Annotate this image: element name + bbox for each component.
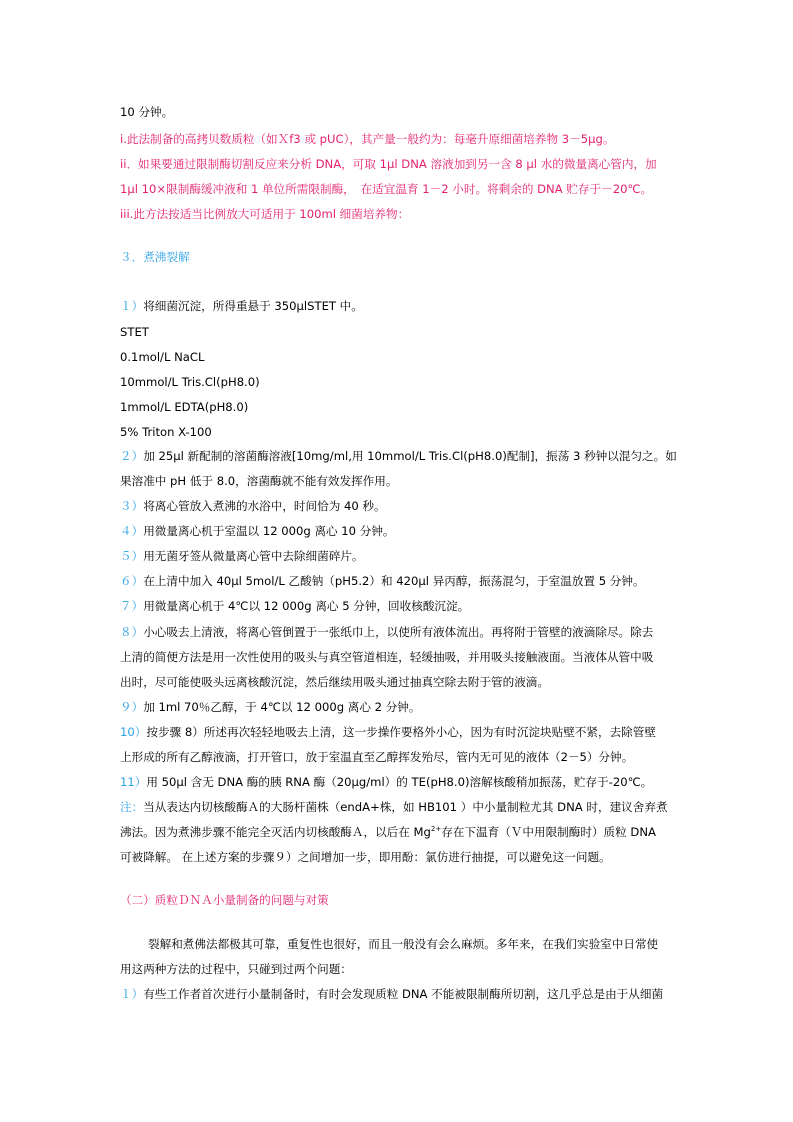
- step-6: [120, 573, 645, 589]
- step-7: [120, 598, 469, 614]
- step-text: 用微量离心机于 4℃以 12 000g 离心 5 分钟，回收核酸沉淀。: [143, 599, 470, 613]
- note-text: 当从表达内切核酸酶Ａ的大肠杆菌株（endA+株，如 HB101 ）中小量制粒尤其 DNA 时，建议舍弃煮: [143, 800, 668, 814]
- step-number: ７）: [120, 599, 144, 613]
- text-line: 用这两种方法的过程中，只碰到过两个问题：: [120, 962, 352, 976]
- reagent-item: 10mmol/L Tris.Cl(pH8.0): [120, 375, 260, 389]
- note-line-i: i.此法制备的高拷贝数质粒（如Ｘf3 或 pUC），其产量一般约为：每毫升原细菌培养物 3－5μg。: [120, 132, 615, 146]
- step-1: [120, 298, 363, 314]
- text-segment: 沸法。因为煮沸步骤不能完全灭活内切核酸酶Ａ，以后在 Mg: [120, 825, 431, 839]
- text-line: 上形成的所有乙醇液滴，打开管口，放于室温直至乙醇挥发殆尽，管内无可见的液体（2－5）分钟。: [120, 750, 634, 764]
- step-number: ５）: [120, 549, 144, 563]
- step-text: 将离心管放入煮沸的水浴中，时间恰为 40 秒。: [143, 499, 386, 513]
- step-number: ６）: [120, 574, 144, 588]
- step-number: １）: [120, 299, 144, 313]
- reagent-item: 5% Triton X-100: [120, 425, 212, 439]
- section-heading: ３．煮沸裂解: [120, 250, 190, 264]
- step-text: 按步骤 8）所述再次轻轻地吸去上清，这一步操作要格外小心，因为有时沉淀块贴壁不紧，去除管壁: [146, 725, 656, 739]
- step-text: 小心吸去上清液，将离心管倒置于一张纸巾上，以使所有液体流出。再将附于管壁的液滴除尽。除去: [143, 625, 654, 639]
- step-number: 11）: [120, 775, 147, 789]
- step-text: 用 50μl 含无 DNA 酶的胰 RNA 酶（20μg/ml）的 TE(pH8.0)溶解核酸稍加振荡，贮存于-20℃。: [146, 775, 653, 789]
- step-3: [120, 498, 386, 514]
- superscript: 2+: [430, 825, 442, 834]
- step-number: ２）: [120, 449, 144, 463]
- step-number: ９）: [120, 700, 144, 714]
- note-line-ii: ii．如果要通过限制酶切割反应来分析 DNA，可取 1μl DNA 溶液加到另一含 8 μl 水的微量离心管内，加: [120, 157, 657, 171]
- text-segment: 存在下温育（Ｖ中用限制酶时）质粒 DNA: [441, 825, 656, 839]
- step-text: 加 1ml 70％乙醇，于 4℃以 12 000g 离心 2 分钟。: [143, 700, 421, 714]
- note-label: 注：: [120, 800, 144, 814]
- text-line: 出时，尽可能使吸头远离核酸沉淀，然后继续用吸头通过抽真空除去附于管的液滴。: [120, 675, 549, 689]
- step-11: [120, 774, 652, 790]
- step-4: [120, 523, 395, 539]
- step-text: 加 25μl 新配制的溶菌酶溶液[10mg/ml,用 10mmol/L Tris.Cl(pH8.0)配制]，振荡 3 秒钟以混匀之。如: [143, 449, 677, 463]
- step-text: 在上清中加入 40μl 5mol/L 乙酸钠（pH5.2）和 420μl 异丙醇，振荡混匀，于室温放置 5 分钟。: [143, 574, 645, 588]
- step-number: 10）: [120, 725, 147, 739]
- reagent-item: 1mmol/L EDTA(pH8.0): [120, 400, 249, 414]
- reagent-item: 0.1mol/L NaCL: [120, 350, 205, 364]
- note-line-iii: iii.此方法按适当比例放大可适用于 100ml 细菌培养物：: [120, 207, 410, 221]
- step-8: [120, 624, 653, 640]
- step-2: [120, 448, 677, 464]
- step-number: ８）: [120, 625, 144, 639]
- step-text: 用微量离心机于室温以 12 000g 离心 10 分钟。: [143, 524, 395, 538]
- reagent-title: STET: [120, 325, 149, 339]
- section-heading: （二）质粒ＤＮＡ小量制备的问题与对策: [120, 893, 329, 907]
- step-text: 用无菌牙签从微量离心管中去除细菌碎片。: [143, 549, 364, 563]
- paragraph-line: 裂解和煮佛法都极其可靠，重复性也很好，而且一般没有会么麻烦。多年来，在我们实验室中日常使: [148, 937, 659, 951]
- step-text: 有些工作者首次进行小量制备时，有时会发现质粒 DNA 不能被限制酶所切割，这几乎总是由于从细菌: [143, 987, 664, 1001]
- step-9: [120, 699, 420, 715]
- note-line-ii-cont: 1μl 10×限制酶缓冲液和 1 单位所需限制酶， 在适宜温育 1－2 小时。将剩余的 DNA 贮存于－20℃。: [120, 182, 653, 196]
- step-number: ４）: [120, 524, 144, 538]
- step-text: 将细菌沉淀，所得重悬于 350μlSTET 中。: [143, 299, 363, 313]
- text-line: 上清的简便方法是用一次性使用的吸头与真空管道相连，轻缓抽吸，并用吸头接触液面。当液体从管中吸: [120, 650, 654, 664]
- step-number: ３）: [120, 499, 144, 513]
- text-line: [120, 824, 656, 840]
- text-line: 10 分钟。: [120, 105, 174, 119]
- step-number: １）: [120, 987, 144, 1001]
- text-line: 果溶准中 pH 低于 8.0，溶菌酶就不能有效发挥作用。: [120, 474, 398, 488]
- step-10: [120, 724, 656, 740]
- list-item-1: [120, 986, 663, 1002]
- note-paragraph: [120, 799, 668, 815]
- step-5: [120, 548, 364, 564]
- text-line: 可被降解。 在上述方案的步骤９）之间增加一步，即用酚：氯仿进行抽提，可以避免这一问题。: [120, 850, 611, 864]
